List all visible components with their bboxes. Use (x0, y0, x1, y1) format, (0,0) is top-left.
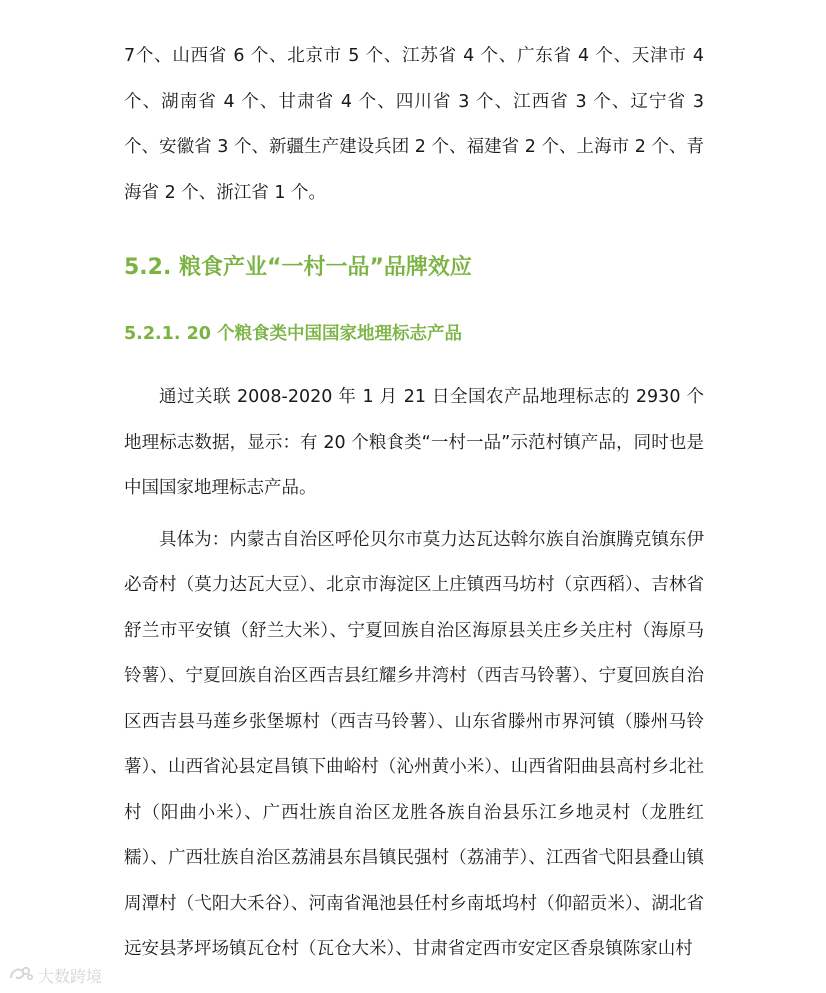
body-paragraph-2: 具体为：内蒙古自治区呼伦贝尔市莫力达瓦达斡尔族自治旗腾克镇东伊必奇村（莫力达瓦大豆）、北京市海淀区上庄镇西马坊村（京西稻）、吉林省舒兰市平安镇（舒兰大米）、宁夏回族自治区海原县关庄乡关庄村（海原马铃薯）、宁夏回族自治区西吉县红耀乡井湾村（西吉马铃薯）、宁夏回族自治区西吉县马莲乡张堡塬村（西吉马铃薯）、山东省滕州市界河镇（滕州马铃薯）、山西省沁县定昌镇下曲峪村（沁州黄小米）、山西省阳曲县高村乡北社村（阳曲小米）、广西壮族自治区龙胜各族自治县乐江乡地灵村（龙胜红糯）、广西壮族自治区荔浦县东昌镇民强村（荔浦芋）、江西省弋阳县叠山镇周潭村（弋阳大禾谷）、河南省渑池县任村乡南坻坞村（仰韶贡米）、湖北省远安县茅坪场镇瓦仓村（瓦仓大米）、甘肃省定西市安定区香泉镇陈家山村 (124, 529, 704, 959)
watermark-text: 大数跨境 (38, 966, 103, 986)
subsection-heading: 5.2.1. 20 个粮食类中国国家地理标志产品 (124, 324, 463, 344)
watermark (8, 963, 102, 987)
body-paragraph-1: 通过关联 2008-2020 年 1 月 21 日全国农产品地理标志的 2930 个地理标志数据，显示：有 20 个粮食类“一村一品”示范村镇产品，同时也是中国国家地理标志产品。 (124, 387, 704, 498)
document-body (124, 0, 704, 973)
watermark-logo-icon (8, 964, 34, 986)
section-heading: 5.2. 粮食产业“一村一品”品牌效应 (124, 255, 472, 280)
intro-paragraph: 7个、山西省 6 个、北京市 5 个、江苏省 4 个、广东省 4 个、天津市 4 个、湖南省 4 个、甘肃省 4 个、四川省 3 个、江西省 3 个、辽宁省 3 个、安徽省 3 个、新疆生产建设兵团 2 个、福建省 2 个、上海市 2 个、青海省 2 个、浙江省 1 个。 (124, 46, 704, 203)
